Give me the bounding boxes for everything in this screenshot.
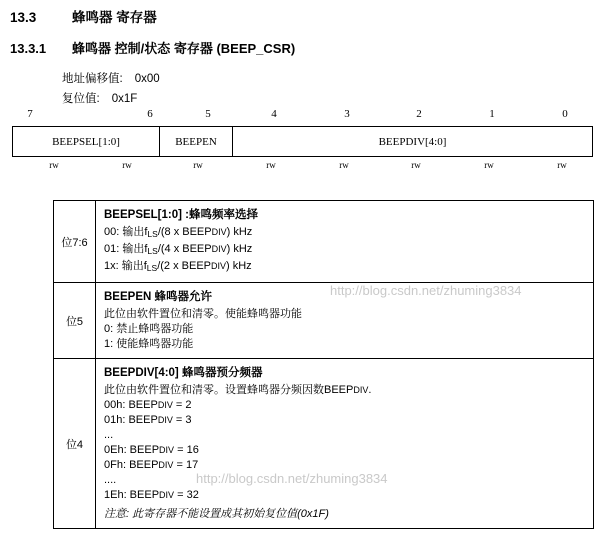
bit-number-5: 5: [205, 108, 211, 120]
reset-value-label: 复位值:: [62, 93, 100, 105]
field-title: BEEPSEL[1:0] :蜂鸣频率选择: [104, 209, 258, 221]
register-field-beepen: BEEPEN: [160, 127, 233, 156]
watermark-text: http://blog.csdn.net/zhuming3834: [196, 471, 388, 486]
bit-number-4: 4: [271, 108, 277, 120]
bit-description-cell: [96, 283, 593, 358]
table-row: [54, 283, 593, 359]
field-line: ...: [104, 429, 114, 441]
register-field-table: [12, 126, 593, 157]
access-bit-6: rw: [122, 160, 132, 170]
field-line: 01h: BEEPDIV = 3: [104, 414, 192, 426]
table-row: [54, 201, 593, 283]
access-bit-2: rw: [411, 160, 421, 170]
field-line: 此位由软件置位和清零。使能蜂鸣器功能: [104, 308, 302, 320]
section-heading: [10, 6, 157, 26]
field-line: 00: 输出$f_{LS}/(8$ x BEEPDIV) kHz: [104, 226, 253, 239]
field-line: 0Eh: BEEPDIV = 16: [104, 444, 199, 456]
bit-description-cell: [96, 201, 593, 282]
section-title: 蜂鸣器 寄存器: [72, 10, 157, 25]
bit-range-cell: 位4: [54, 359, 96, 528]
address-offset-value: 0x00: [134, 73, 160, 85]
field-title: BEEPEN 蜂鸣器允许: [104, 291, 212, 303]
section-number: 13.3: [10, 10, 37, 25]
bit-number-3: 3: [344, 108, 350, 120]
field-line: 0: 禁止蜂鸣器功能: [104, 323, 194, 335]
register-access-row: [12, 160, 593, 176]
bit-range-cell: 位7:6: [54, 201, 96, 282]
field-line: 01: 输出$f_{LS}/(4$ x BEEPDIV) kHz: [104, 243, 253, 256]
field-title: BEEPDIV[4:0] 蜂鸣器预分频器: [104, 367, 263, 379]
access-bit-0: rw: [557, 160, 567, 170]
bit-number-6: 6: [147, 108, 153, 120]
access-bit-4: rw: [266, 160, 276, 170]
watermark-text: http://blog.csdn.net/zhuming3834: [330, 283, 522, 298]
access-bit-3: rw: [339, 160, 349, 170]
bit-number-0: 0: [562, 108, 568, 120]
address-offset-label: 地址偏移值:: [62, 73, 123, 85]
field-line: 00h: BEEPDIV = 2: [104, 399, 192, 411]
field-line: 此位由软件置位和清零。设置蜂鸣器分频因数BEEPDIV.: [104, 384, 372, 396]
access-bit-5: rw: [193, 160, 203, 170]
bit-range-cell: 位5: [54, 283, 96, 358]
bit-number-7: 7: [27, 108, 33, 120]
field-line: 1Eh: BEEPDIV = 32: [104, 489, 199, 501]
subsection-title: 蜂鸣器 控制/状态 寄存器 (BEEP_CSR): [72, 41, 296, 56]
reset-value-line: [62, 90, 137, 106]
access-bit-7: rw: [49, 160, 59, 170]
bit-description-cell: [96, 359, 593, 528]
register-field-beepdiv: BEEPDIV[4:0]: [378, 135, 447, 148]
register-field-beepsel: BEEPSEL[1:0]: [13, 127, 160, 156]
subsection-heading: [10, 38, 295, 57]
table-row: [54, 359, 593, 529]
reset-value-value: 0x1F: [111, 93, 138, 105]
field-line: 0Fh: BEEPDIV = 17: [104, 459, 199, 471]
bit-description-table: [53, 200, 594, 529]
field-line: 1: 使能蜂鸣器功能: [104, 338, 194, 350]
subsection-number: 13.3.1: [10, 41, 47, 56]
access-bit-1: rw: [484, 160, 494, 170]
field-line: 1x: 输出$f_{LS}/(2$ x BEEPDIV) kHz: [104, 260, 252, 273]
field-line: ....: [104, 474, 117, 486]
bit-number-row: [12, 108, 594, 124]
bit-number-2: 2: [416, 108, 422, 120]
bit-number-1: 1: [489, 108, 495, 120]
address-offset-line: [62, 70, 160, 86]
field-note: 注意: 此寄存器不能设置成其初始复位值(0x1F): [104, 508, 329, 520]
